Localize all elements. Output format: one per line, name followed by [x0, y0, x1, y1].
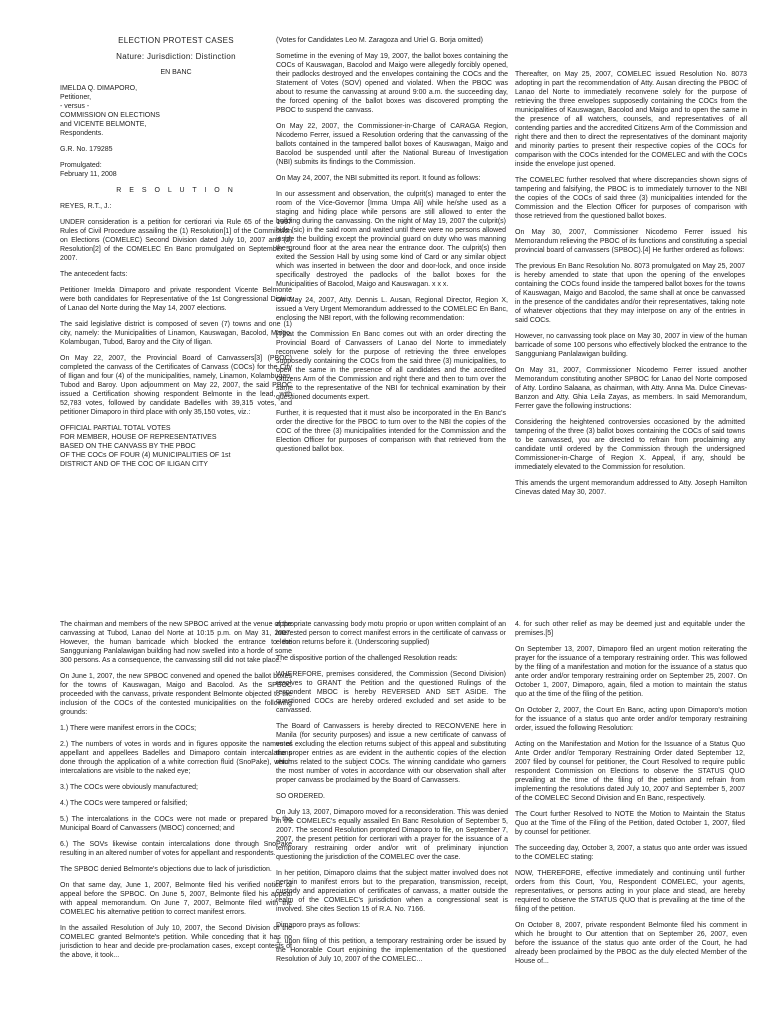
page-separator — [0, 584, 768, 600]
paragraph: The SPBOC denied Belmonte's objections due to lack of jurisdiction. — [60, 866, 272, 873]
table-caption: DISTRICT AND OF THE COC OF ILIGAN CITY — [60, 461, 208, 468]
paragraph: On May 31, 2007, Commissioner Nicodemo Ferrer issued another Memorandum constituting another SPBOC for Lanao del Norte composed of Atty. Lordino Salaana, as chairman, with Atty. Anna Ma. Dulce Cinevas-Banzon and Atty. Ghia Leila Zayas, as members. In said Memorandum, Ferrer gave the following instructions: — [515, 367, 747, 410]
respondent-name-1: COMMISSION ON ELECTIONS — [60, 112, 160, 119]
paragraph: Thereafter, on May 25, 2007, COMELEC issued Resolution No. 8073 adopting in part the recommendation of Atty. Ausan directing the PBOC of Lanao del Norte to immediately reconvene solely for the purpose of retrieving the three envelopes supposedly containing the COCs from the municipalities of Kauswagan, Bacolod and Maigo and to open the same in the presence of all watchers, counsels, and representatives of all contending parties and the accredited Citizens Arm of the Commission and right there and then to direct the representatives of the dominant majority and minority parties to present their respective copies of the COCs for comparison with the COCs intended for the COMELEC and with the COCs inside the envelope just opened. — [515, 71, 747, 168]
list-item: 6.) The SOVs likewise contain intercalations done through SnoPake resulting in an altered number of votes for appellant and respondents. — [60, 841, 292, 857]
paragraph: The chairman and members of the new SPBOC arrived at the venue of the canvassing at Tubod, Lanao del Norte at 10:15 p.m. on May 31, 2007. However, the human barricade which blocked the entrance to the Sangguniang Panlalawigan building had now swelled into a horde of some 300 persons. As a consequence, the canvassing still did not take place. — [60, 621, 292, 664]
petitioner-label: Petitioner, — [60, 94, 92, 101]
table-caption: OFFICIAL PARTIAL TOTAL VOTES — [60, 425, 171, 432]
list-item: 3.) The COCs were obviously manufactured; — [60, 784, 198, 791]
document-page-2 — [0, 600, 768, 1024]
block-quote: Acting on the Manifestation and Motion for the Issuance of a Status Quo Ante Order and/or Temporary Restraining Order dated September 12, 2007 filed by counsel for petitioner, the Court Resolved to require public respondent Commission on Elections to observe the STATUS QUO prevailing at the time of the filing of the petition and refrain from implementing the resolutions dated July 10, 2007 and September 5, 2007 of the COMELEC Second Division and En Banc, respectively. — [515, 741, 745, 802]
document-subheading: Nature: Jurisdiction: Distinction — [116, 52, 236, 61]
paragraph: UNDER consideration is a petition for certiorari via Rule 65 of the 1997 Rules of Civil Procedure assailing the (1) Resolution[1] of the Commission on Elections (COMELEC) Second Division dated July 10, 2007 and (2) Resolution[2] of the COMELEC En Banc promulgated on September 5, 2007. — [60, 219, 292, 262]
paragraph: The antecedent facts: — [60, 271, 128, 278]
block-quote: [T]hat the Commission En Banc comes out with an order directing the Provincial Board of Canvassers of Lanao del Norte to immediately reconvene solely for the purpose of retrieving the three envelopes supposedly containing the COCs from the said three (3) municipalities, to open the same in the presence of all candidates and the accredited Citizens Arm of the Commission and right there and then to turn over the same to the representative of the NBI for technical examination by their questioned documents expert. — [276, 331, 506, 401]
page2-column-1 — [60, 620, 292, 967]
paragraph: However, no canvassing took place on May 30, 2007 in view of the human barricade of some 100 persons who effectively blocked the entrance to the Sangguniang Panlalawigan building. — [515, 333, 747, 358]
paragraph: (Votes for Candidates Leo M. Zaragoza and Uriel G. Borja omitted) — [276, 37, 483, 44]
paragraph: This amends the urgent memorandum addressed to Atty. Joseph Hamilton Cinevas dated May 30, 2007. — [515, 480, 747, 496]
page1-column-1 — [60, 36, 292, 469]
block-quote: The Board of Canvassers is hereby directed to RECONVENE here in Manila (for security purposes) and issue a new certificate of canvass of votes excluding the election returns subject of this appeal and substituting the proper entries as are evident in the authentic copies of the election returns related to the subject COCs. The winning candidate who garners the most number of votes in accordance with our observation shall after proper canvass be proclaimed by the Board of Canvassers. — [276, 723, 506, 784]
paragraph: On that same day, June 1, 2007, Belmonte filed his verified notice of appeal before the SPBOC. On June 5, 2007, Belmonte filed his appeal with appeal memorandum. On June 7, 2007, Belmonte filed with the COMELEC his alternative petition to correct manifest errors. — [60, 882, 292, 916]
paragraph: The dispositive portion of the challenged Resolution reads: — [276, 655, 458, 662]
block-quote: The previous En Banc Resolution No. 8073 promulgated on May 25, 2007 is hereby amended to state that upon the opening of the envelopes containing the COCs found inside the tampered ballot boxes for the towns of Kauswagan, Maigo and Bacolod, the same shall at once be canvassed in the presence of the candidates and/or their representatives, taking note of whatever objections that they may interpose on any of the entries in said COCs. — [515, 263, 745, 324]
table-caption: OF THE COCs OF FOUR (4) MUNICIPALITIES OF 1st — [60, 452, 231, 459]
page1-column-3 — [515, 70, 747, 504]
paragraph: On May 24, 2007, Atty. Dennis L. Ausan, Regional Director, Region X, issued a Very Urgent Memorandum addressed to the COMELEC En Banc, enclosing the NBI report, with the following recommendation: — [276, 297, 508, 322]
court-division: EN BANC — [160, 69, 192, 76]
paragraph: On June 1, 2007, the new SPBOC convened and opened the ballot boxes for the towns of Kauswagan, Maigo and Bacolod. As the SPBOC proceeded with the canvass, private respondent Belmonte objected to the inclusion of the COCs of the contested municipalities on the following grounds: — [60, 673, 292, 716]
paragraph: On May 22, 2007, the Commissioner-in-Charge of CARAGA Region, Nicodemo Ferrer, issued a Resolution ordering that the canvassing of the ballots contained in the tampered ballot boxes of Kauswagan, Maigo and Bacolod be suspended until after the National Bureau of Investigation (NBI) submits its findings to the Commission. — [276, 123, 508, 166]
block-quote: NOW, THEREFORE, effective immediately and continuing until further orders from this Court, You, Respondent COMELEC, your agents, representatives, or persons acting in your place and stead, are hereby required to observe the STATUS QUO that is prevailing at the time of the filing of the petition. — [515, 870, 745, 913]
paragraph: The succeeding day, October 3, 2007, a status quo ante order was issued to the COMELEC stating: — [515, 845, 747, 861]
paragraph: On May 24, 2007, the NBI submitted its report. It found as follows: — [276, 175, 481, 182]
paragraph: On July 13, 2007, Dimaporo moved for a reconsideration. This was denied in the COMELEC's equally assailed En Banc Resolution of September 5, 2007. The second Resolution prompted Dimaporo to file, on September 7, 2007, the present petition for certiorari with a prayer for the issuance of a temporary restraining order and/or writ of preliminary injunction questioning the jurisdiction of the COMELEC over the case. — [276, 809, 508, 861]
paragraph: Dimaporo prays as follows: — [276, 922, 361, 929]
block-quote: The Court further Resolved to NOTE the Motion to Maintain the Status Quo at the Time of the Filing of the Petition, dated October 1, 2007, filed by counsel for petitioner. — [515, 811, 745, 836]
table-caption: BASED ON THE CANVASS BY THE PBOC — [60, 443, 196, 450]
respondent-name-2: and VICENTE BELMONTE, — [60, 121, 147, 128]
paragraph: The COMELEC further resolved that where discrepancies shown signs of tampering and falsifying, the PBOC is to immediately turnover to the NBI the copies of the COCs of said three (3) municipalities intended for the Commission and the Election Officer for purposes of comparison with those retrieved from the questioned ballot boxes. — [515, 177, 747, 220]
document-heading: ELECTION PROTEST CASES — [118, 36, 234, 45]
promulgated-label: Promulgated: — [60, 162, 102, 169]
paragraph: On October 8, 2007, private respondent Belmonte filed his comment in which he brought to Our attention that on September 26, 2007, even before the issuance of the status quo ante order of the Court, he had already been proclaimed by the PBOC as the duly elected Member of the House of... — [515, 922, 747, 965]
block-quote: Further, it is requested that it must also be incorporated in the En Banc's order the directive for the PBOC to turn over to the NBI the copies of the COC of the three (3) municipalities intended for the Commission and the Election Officer for purposes of comparison with that retrieved from the questioned ballot box. — [276, 410, 506, 453]
paragraph: Sometime in the evening of May 19, 2007, the ballot boxes containing the COCs of Kauswagan, Bacolod and Maigo were allegedly forcibly opened, their padlocks destroyed and the envelopes containing the COCs and the Statement of Votes (SOV) opened and violated. When the PBOC was about to resume the canvassing at around 9:00 a.m. the succeeding day, the forced opening of the ballot boxes was discovered prompting the PBOC to suspend the canvass. — [276, 53, 508, 114]
block-quote: In our assessment and observation, the culprit(s) managed to enter the room of the Vice-Governor [Imma Umpa Ali] while he/she used as a staging and hiding place while persons are still allowed to enter the building during the canvassing. On the night of May 19, 2007 the culprit(s) hide (sic) in the said room and waited until there were no persons allowed inside the building except the provincial guard on duty who was manning the ground floor at the area near the entrance door. The culprit(s) then exited the Session Hall by using some kind of Card or any similar object which was inserted in between the door and door-lock, and once inside specifically destroyed the padlocks of the ballot boxes for the Municipalities of Bacolod, Maigo and Kauswagan. x x x. — [276, 191, 506, 288]
paragraph: On September 13, 2007, Dimaporo filed an urgent motion reiterating the prayer for the issuance of a temporary restraining order. This was followed by the filing of a manifestation and motion for the issuance of a status quo ante order and/or temporary restraining order on September 25, 2007. On October 1, 2007, Dimaporo, again, filed a motion to maintain the status quo at the time of the filing of the petition. — [515, 646, 747, 698]
list-item: 1.) There were manifest errors in the COCs; — [60, 725, 197, 732]
paragraph: In the assailed Resolution of July 10, 2007, the Second Division of the COMELEC granted Belmonte's petition. While conceding that it has no jurisdiction to hear and decide pre-proclamation cases, except contests of the above, it took... — [60, 925, 292, 959]
paragraph: The said legislative district is composed of seven (7) towns and one (1) city, namely: the Municipalities of Linamon, Kauswagan, Bacolod, Maigo, Kolambugan, Tubod, Baroy and the City of Iligan. — [60, 321, 292, 346]
block-quote: Considering the heightened controversies occasioned by the admitted tampering of the three (3) ballot boxes containing the COCs of said towns to be canvassed, you are directed to refrain from proclaiming any candidate until ordered by the Commission through the undersigned Commissioner-in-Charge of Region X. Appeal, if any, should be immediately elevated to the Commission for resolution. — [515, 419, 745, 471]
paragraph: Petitioner Imelda Dimaporo and private respondent Vicente Belmonte were both candidates for Representative of the 1st Congressional District of Lanao del Norte during the May 14, 2007 elections. — [60, 287, 292, 312]
block-quote: WHEREFORE, premises considered, the Commission (Second Division) resolves to GRANT the Petition and the questioned Rulings of the respondent MBOC is hereby REVERSED AND SET ASIDE. The questioned COCs are hereby ordered excluded and set aside to be canvassed. — [276, 671, 506, 714]
list-item: 2.) The numbers of votes in words and in figures opposite the names of appellant and appellees Badelles and Dimaporo contain intercalations done through the application of a white correction fluid (SnoPake), which intercalations are visible to the naked eye; — [60, 741, 292, 775]
page2-column-3 — [515, 620, 747, 973]
paragraph: SO ORDERED. — [276, 793, 326, 800]
paragraph: On May 22, 2007, the Provincial Board of Canvassers[3] (PBOC) completed the canvass of the Certificates of Canvass (COCs) for the City of Iligan and four (4) of the municipalities, namely, Linamon, Kolambugan, Tubod and Baroy. Upon adjournment on May 22, 2007, the said PBOC issued a Certification showing respondent Belmonte in the lead, with 52,783 votes, followed by candidate Badelles with 39,315 votes, and petitioner Dimaporo in third place with only 35,150 votes, viz.: — [60, 355, 292, 416]
block-quote: appropriate canvassing body motu proprio or upon written complaint of an interested person to correct manifest errors in the certificate of canvass or election returns before it. (Underscoring supplied) — [276, 621, 506, 646]
respondents-label: Respondents. — [60, 130, 104, 137]
list-item: 5.) The intercalations in the COCs were not made or prepared by the Municipal Board of Canvassers (MBOC) concerned; and — [60, 816, 292, 832]
page2-column-2 — [276, 620, 508, 971]
petitioner-name: IMELDA Q. DIMAPORO, — [60, 85, 138, 92]
case-number: G.R. No. 179285 — [60, 146, 113, 153]
promulgated-date: February 11, 2008 — [60, 171, 117, 178]
block-quote: 1. upon filing of this petition, a temporary restraining order be issued by the Honorable Court enjoining the implementation of the questioned Resolution of July 10, 2007 of the COMELEC... — [276, 938, 506, 963]
table-caption: FOR MEMBER, HOUSE OF REPRESENTATIVES — [60, 434, 217, 441]
ponente: REYES, R.T., J.: — [60, 203, 112, 210]
resolution-title: R E S O L U T I O N — [116, 187, 236, 194]
versus-label: - versus - — [60, 103, 90, 110]
page1-column-2 — [276, 36, 508, 461]
list-item: 4.) The COCs were tampered or falsified; — [60, 800, 188, 807]
block-quote: 4. for such other relief as may be deemed just and equitable under the premises.[5] — [515, 621, 745, 637]
paragraph: On October 2, 2007, the Court En Banc, acting upon Dimaporo's motion for the issuance of a status quo ante order and/or temporary restraining order, issued the following Resolution: — [515, 707, 747, 732]
paragraph: On May 30, 2007, Commissioner Nicodemo Ferrer issued his Memorandum relieving the PBOC of its functions and constituting a special provincial board of canvassers (SPBOC).[4] He further ordered as follows: — [515, 229, 747, 254]
paragraph: In her petition, Dimaporo claims that the subject matter involved does not pertain to manifest errors but to the preparation, transmission, receipt, custody and appreciation of certificates of canvass, a matter outside the realm of the COMELEC's jurisdiction when a congressional seat is involved. She cites Section 15 of R.A. No. 7166. — [276, 870, 508, 913]
